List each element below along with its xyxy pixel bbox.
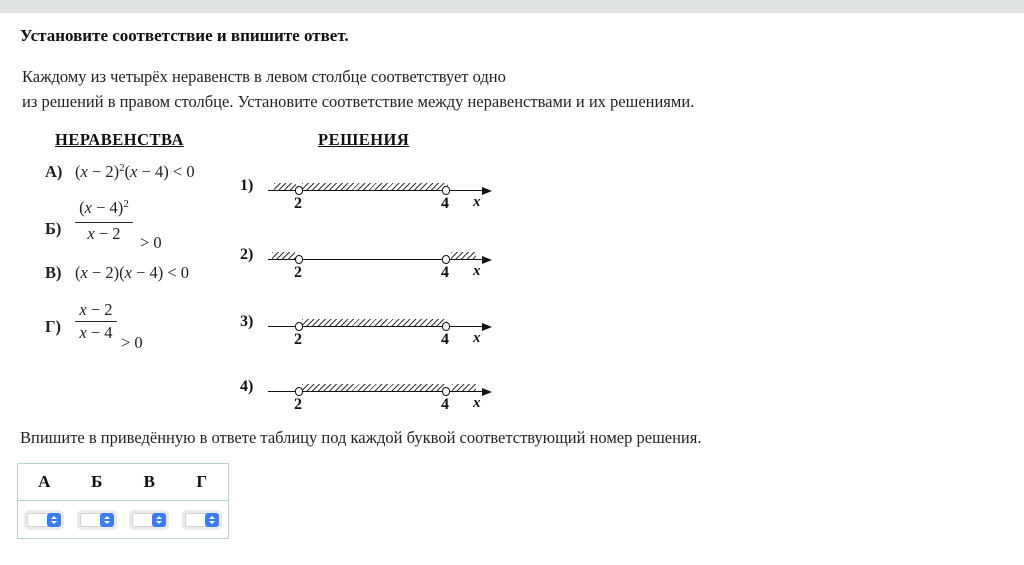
inequality-comparison-b: > 0 bbox=[140, 233, 162, 252]
answer-cell-b bbox=[71, 501, 124, 538]
open-point-icon bbox=[295, 255, 304, 264]
tick-label: 4 bbox=[441, 396, 449, 413]
inequality-formula-a bbox=[75, 162, 195, 182]
solution-hatch bbox=[302, 183, 448, 190]
inequality-formula-b bbox=[75, 197, 133, 244]
solution-row-1 bbox=[240, 170, 498, 216]
axis-label: x bbox=[473, 395, 481, 411]
stepper-arrows-icon[interactable] bbox=[152, 513, 166, 527]
fraction-denominator bbox=[75, 223, 133, 244]
inequality-label-b: Б) bbox=[45, 219, 62, 238]
solution-row-3 bbox=[240, 306, 498, 352]
answer-stepper-v[interactable] bbox=[129, 510, 169, 530]
solution-number: 2) bbox=[240, 246, 254, 263]
number-line-2 bbox=[268, 239, 498, 285]
solution-hatch bbox=[272, 252, 295, 259]
math-token: x bbox=[80, 263, 88, 282]
solution-hatch bbox=[451, 252, 476, 259]
answer-column-v: В bbox=[143, 472, 155, 491]
math-token: − 2 bbox=[86, 300, 113, 319]
solution-number: 1) bbox=[240, 177, 254, 194]
solution-number: 4) bbox=[240, 378, 254, 395]
math-token: x bbox=[79, 300, 87, 319]
inequality-formula-g bbox=[75, 299, 117, 343]
solution-row-4 bbox=[240, 371, 498, 417]
answer-cell-g bbox=[176, 501, 229, 538]
answer-stepper-b[interactable] bbox=[77, 510, 117, 530]
math-token: − 4) bbox=[92, 198, 124, 217]
open-point-icon bbox=[442, 387, 451, 396]
tick-label: 4 bbox=[441, 264, 449, 281]
tick-label: 2 bbox=[294, 331, 302, 348]
answer-column-g: Г bbox=[196, 472, 208, 491]
inequalities-header: НЕРАВЕНСТВА bbox=[55, 130, 184, 149]
math-token: x bbox=[87, 224, 95, 243]
inequality-comparison-g: > 0 bbox=[121, 333, 143, 352]
task-description-line-1: Каждому из четырёх неравенств в левом столбце соответствует одно bbox=[22, 67, 506, 86]
stepper-arrows-icon[interactable] bbox=[205, 513, 219, 527]
tick-label: 4 bbox=[441, 195, 449, 212]
math-token: − 4) < 0 bbox=[131, 263, 190, 282]
tick-label: 4 bbox=[441, 331, 449, 348]
math-token: x bbox=[84, 198, 92, 217]
inequality-label-v: В) bbox=[45, 263, 62, 282]
top-bar bbox=[0, 0, 1024, 13]
math-token: 2 bbox=[123, 198, 129, 210]
open-point-icon bbox=[442, 322, 451, 331]
axis-label: x bbox=[473, 263, 481, 279]
task-description bbox=[22, 65, 694, 114]
math-token: ( bbox=[79, 198, 85, 217]
axis-label: x bbox=[473, 194, 481, 210]
math-token: − 4 bbox=[86, 323, 113, 342]
answer-column-a: А bbox=[38, 472, 51, 491]
answer-table-input-row bbox=[18, 501, 228, 538]
math-token: x bbox=[79, 323, 87, 342]
axis-label: x bbox=[473, 330, 481, 346]
answer-column-b: Б bbox=[91, 472, 103, 491]
answer-table-header-row bbox=[18, 464, 228, 501]
tick-label: 2 bbox=[294, 264, 302, 281]
solution-row-2 bbox=[240, 239, 498, 285]
math-token: x bbox=[80, 162, 88, 181]
solution-hatch bbox=[452, 384, 476, 391]
math-token: ( bbox=[75, 162, 81, 181]
solution-number: 3) bbox=[240, 313, 254, 330]
open-point-icon bbox=[295, 186, 304, 195]
answer-stepper-a[interactable] bbox=[24, 510, 64, 530]
answer-cell-v bbox=[123, 501, 176, 538]
open-point-icon bbox=[295, 387, 304, 396]
number-line-4 bbox=[268, 371, 498, 417]
math-token: 2 bbox=[119, 162, 125, 174]
math-token: − 2 bbox=[94, 224, 121, 243]
solution-hatch bbox=[302, 319, 447, 326]
axis-arrow-icon bbox=[482, 187, 492, 195]
number-line-1 bbox=[268, 170, 498, 216]
open-point-icon bbox=[442, 255, 451, 264]
open-point-icon bbox=[295, 322, 304, 331]
axis-arrow-icon bbox=[482, 323, 492, 331]
task-description-line-2: из решений в правом столбце. Установите соответствие между неравенствами и их решениями. bbox=[22, 91, 695, 111]
tick-label: 2 bbox=[294, 396, 302, 413]
page-title: Установите соответствие и впишите ответ. bbox=[20, 26, 349, 45]
fraction-numerator bbox=[75, 197, 133, 223]
math-token: − 2)( bbox=[87, 263, 125, 282]
answer-instruction: Впишите в приведённую в ответе таблицу под каждой буквой соответствующий номер решения. bbox=[20, 428, 702, 447]
axis-arrow-icon bbox=[482, 256, 492, 264]
stepper-arrows-icon[interactable] bbox=[100, 513, 114, 527]
math-token: − 4) < 0 bbox=[137, 162, 195, 181]
solution-hatch bbox=[302, 384, 446, 391]
math-token: ( bbox=[75, 263, 81, 282]
number-line-3 bbox=[268, 306, 498, 352]
solutions-header: РЕШЕНИЯ bbox=[318, 130, 410, 149]
solution-hatch bbox=[274, 183, 296, 190]
stepper-arrows-icon[interactable] bbox=[47, 513, 61, 527]
math-token: ( bbox=[124, 162, 131, 181]
inequality-label-g: Г) bbox=[45, 317, 61, 336]
answer-cell-a bbox=[18, 501, 71, 538]
answer-stepper-g[interactable] bbox=[182, 510, 222, 530]
axis-arrow-icon bbox=[482, 388, 492, 396]
answer-table bbox=[17, 463, 229, 539]
math-token: x bbox=[124, 263, 132, 282]
fraction-numerator bbox=[75, 299, 117, 322]
inequality-label-a: А) bbox=[45, 162, 63, 181]
math-token: − 2) bbox=[87, 162, 120, 181]
fraction-denominator bbox=[75, 322, 117, 343]
inequality-formula-v bbox=[75, 263, 189, 283]
tick-label: 2 bbox=[294, 195, 302, 212]
math-token: x bbox=[130, 162, 138, 181]
open-point-icon bbox=[442, 186, 451, 195]
